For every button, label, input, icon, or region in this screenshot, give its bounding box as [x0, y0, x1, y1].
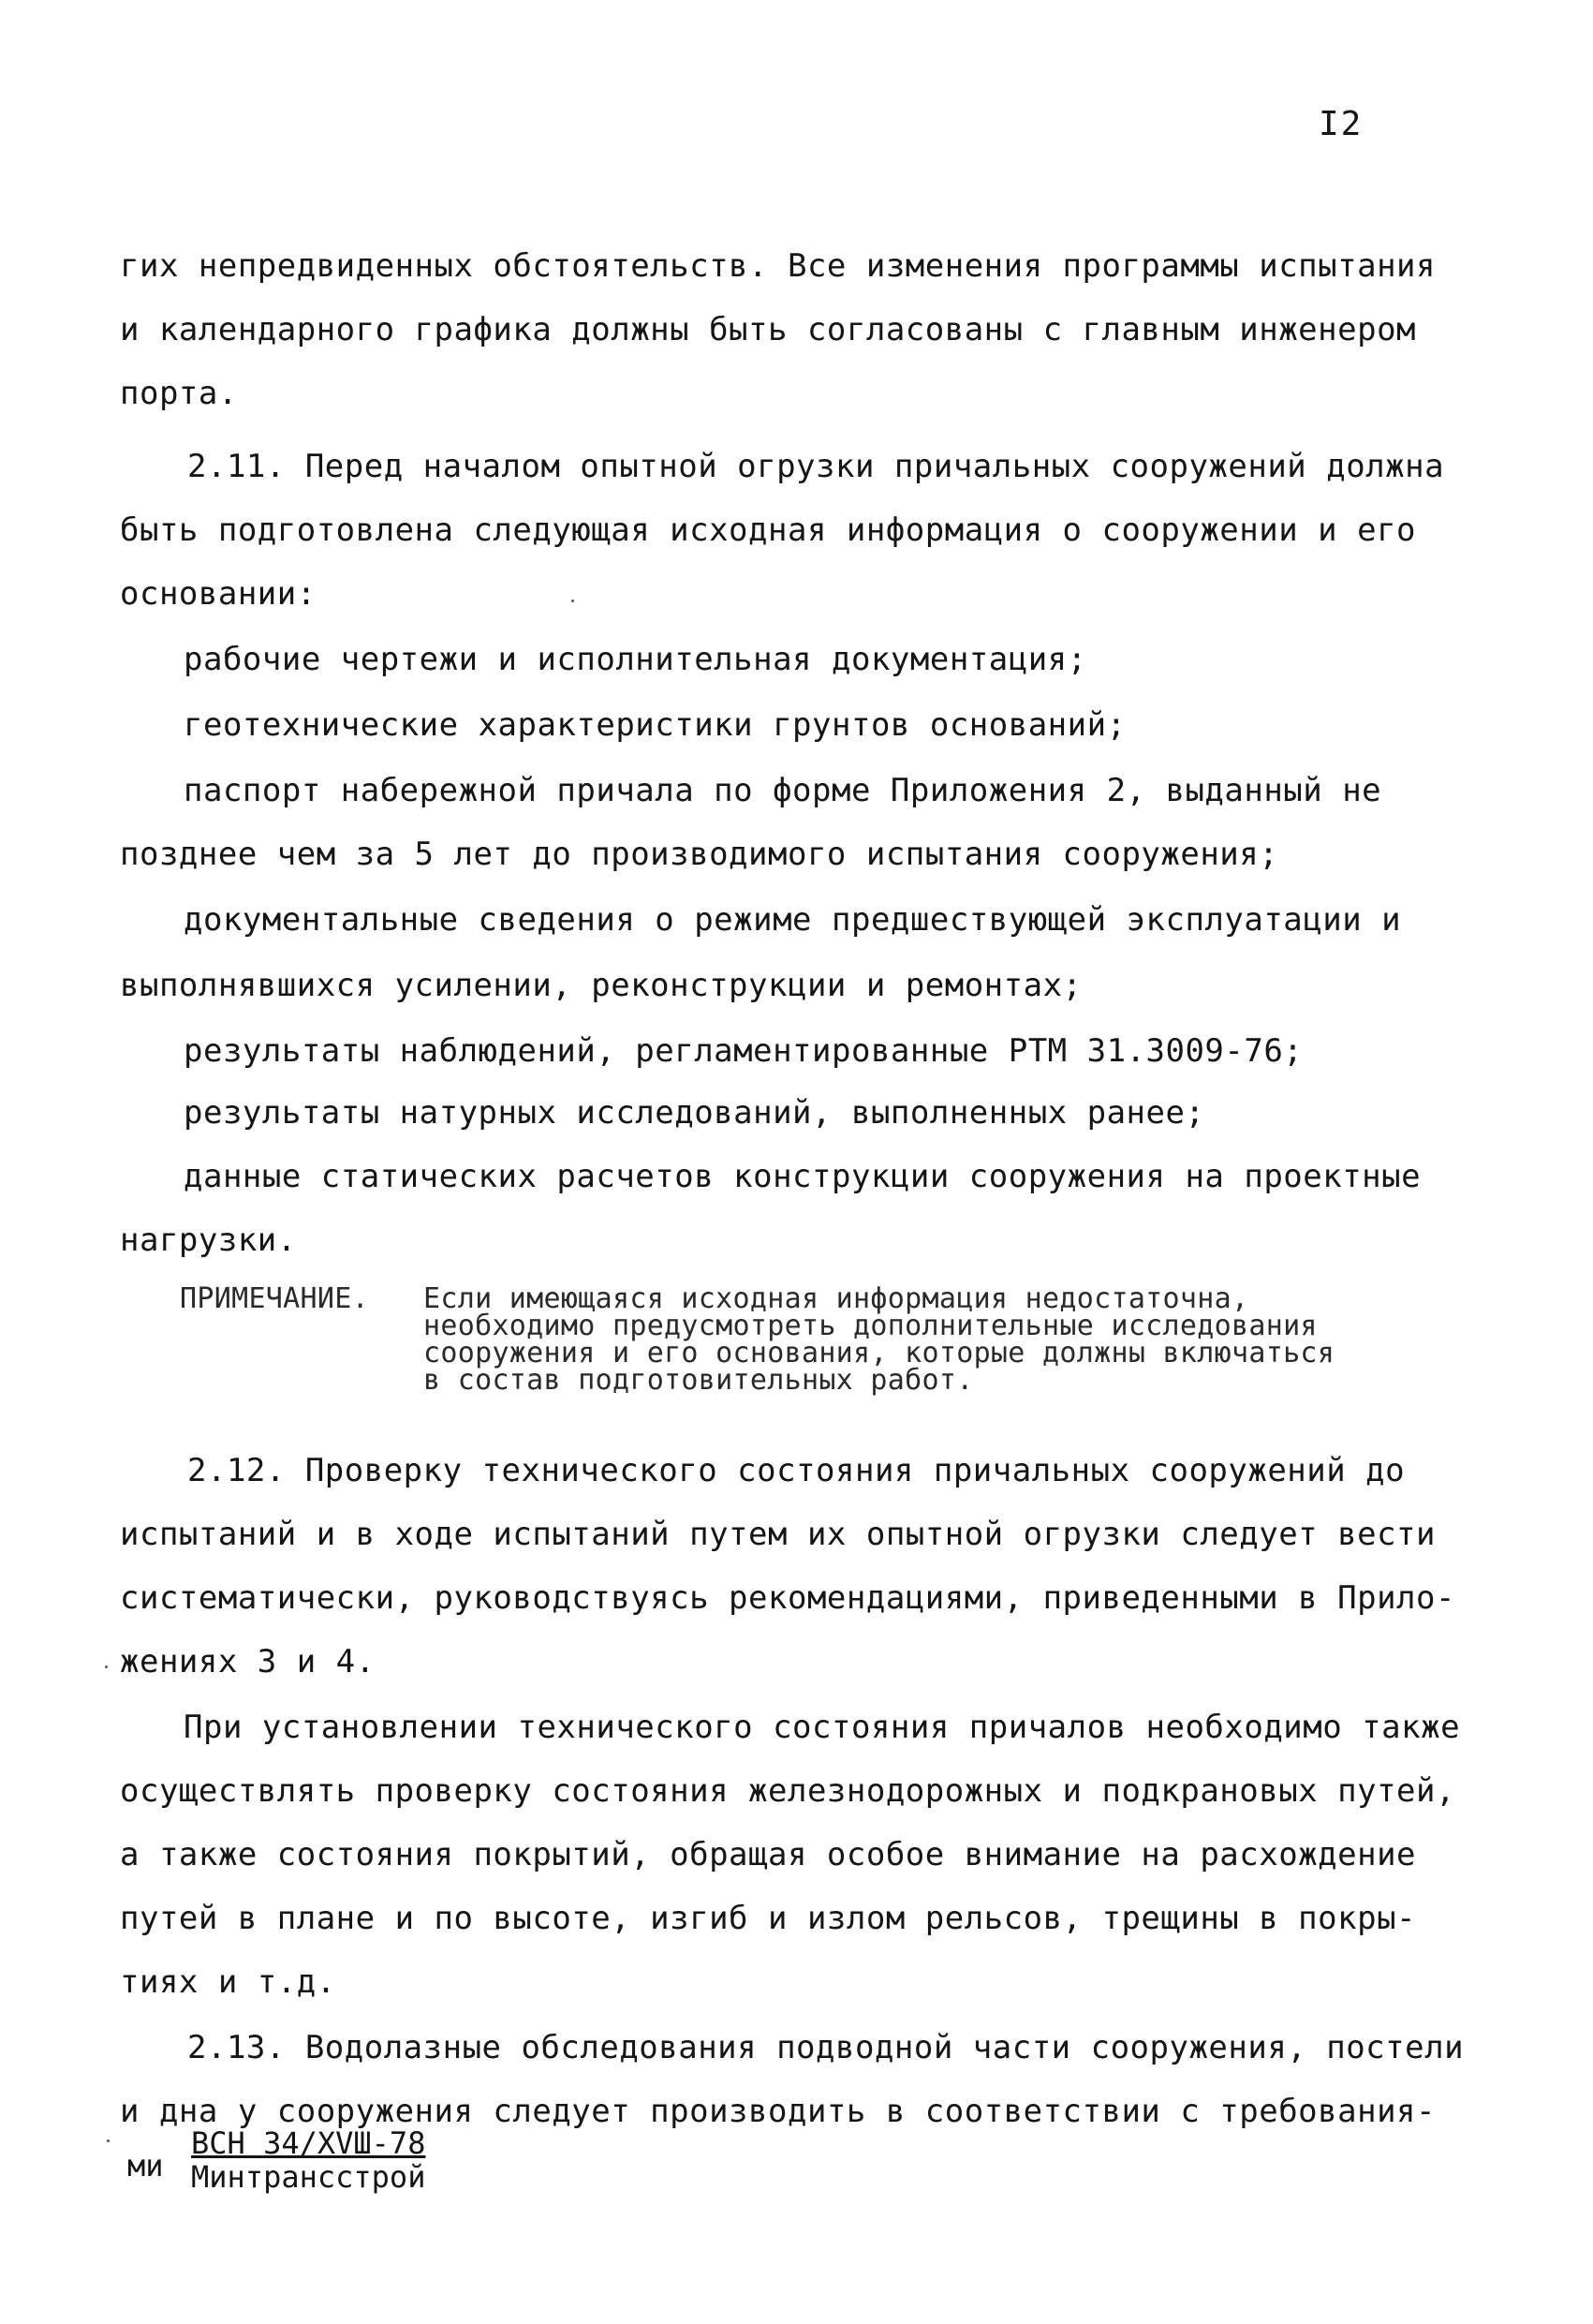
footer-reference-top: ВСН 34/XVШ-78 — [191, 2125, 426, 2161]
text-line: При установлении технического состояния причалов необходимо также — [184, 1709, 1461, 1746]
text-line: основании: — [120, 575, 317, 613]
text-line: жениях 3 и 4. — [120, 1643, 376, 1680]
list-item: рабочие чертежи и исполнительная документация; — [184, 641, 1087, 678]
list-item-continuation: выполнявшихся усилении, реконструкции и ремонтах; — [120, 967, 1083, 1004]
list-item: данные статических расчетов конструкции сооружения на проектные — [184, 1158, 1422, 1195]
list-item-continuation: позднее чем за 5 лет до производимого испытания сооружения; — [120, 836, 1279, 873]
note-line: в состав подготовительных работ. — [423, 1364, 974, 1397]
scan-speck — [107, 2139, 110, 2142]
list-item: геотехнические характеристики грунтов оснований; — [184, 706, 1127, 744]
text-line: осуществлять проверку состояния железнодорожных и подкрановых путей, — [120, 1772, 1455, 1810]
text-line: путей в плане и по высоте, изгиб и излом рельсов, трещины в покры- — [120, 1900, 1417, 1937]
footer-prefix: ми — [127, 2148, 164, 2183]
text-line: систематически, руководствуясь рекомендациями, приведенными в Прило- — [120, 1579, 1455, 1617]
section-2-11-heading-line: 2.11. Перед началом опытной огрузки причальных сооружений должна — [187, 448, 1445, 485]
text-line: и календарного графика должны быть согласованы с главным инженером — [120, 311, 1417, 348]
list-item: паспорт набережной причала по форме Приложения 2, выданный не — [184, 772, 1382, 809]
text-line: испытаний и в ходе испытаний путем их опытной огрузки следует вести — [120, 1516, 1436, 1553]
text-line: порта. — [120, 375, 238, 412]
text-line: быть подготовлена следующая исходная информация о сооружении и его — [120, 511, 1417, 549]
note-line: Если имеющаяся исходная информация недостаточна, — [423, 1282, 1249, 1315]
list-item: результаты натурных исследований, выполненных ранее; — [184, 1094, 1205, 1132]
note-label: ПРИМЕЧАНИЕ. — [180, 1282, 369, 1315]
footer-reference-bottom: Минтрансстрой — [191, 2159, 426, 2195]
note-line: сооружения и его основания, которые должны включаться — [423, 1337, 1335, 1369]
text-line: а также состояния покрытий, обращая особое внимание на расхождение — [120, 1836, 1417, 1873]
scan-speck — [571, 600, 574, 602]
list-item: результаты наблюдений, регламентированные РТМ 31.3009-76; — [184, 1032, 1304, 1070]
text-line: и дна у сооружения следует производить в соответствии с требования- — [120, 2093, 1436, 2130]
section-2-12-heading-line: 2.12. Проверку технического состояния причальных сооружений до — [187, 1452, 1406, 1489]
text-line: гих непредвиденных обстоятельств. Все изменения программы испытания — [120, 247, 1436, 285]
scan-speck — [105, 1665, 108, 1668]
list-item: документальные сведения о режиме предшествующей эксплуатации и — [184, 901, 1402, 939]
section-2-13-heading-line: 2.13. Водолазные обследования подводной части сооружения, постели — [187, 2029, 1465, 2066]
note-line: необходимо предусмотреть дополнительные исследования — [423, 1310, 1318, 1342]
list-item-continuation: нагрузки. — [120, 1221, 297, 1259]
page-number: I2 — [1319, 105, 1364, 143]
text-line: тиях и т.д. — [120, 1963, 336, 2001]
